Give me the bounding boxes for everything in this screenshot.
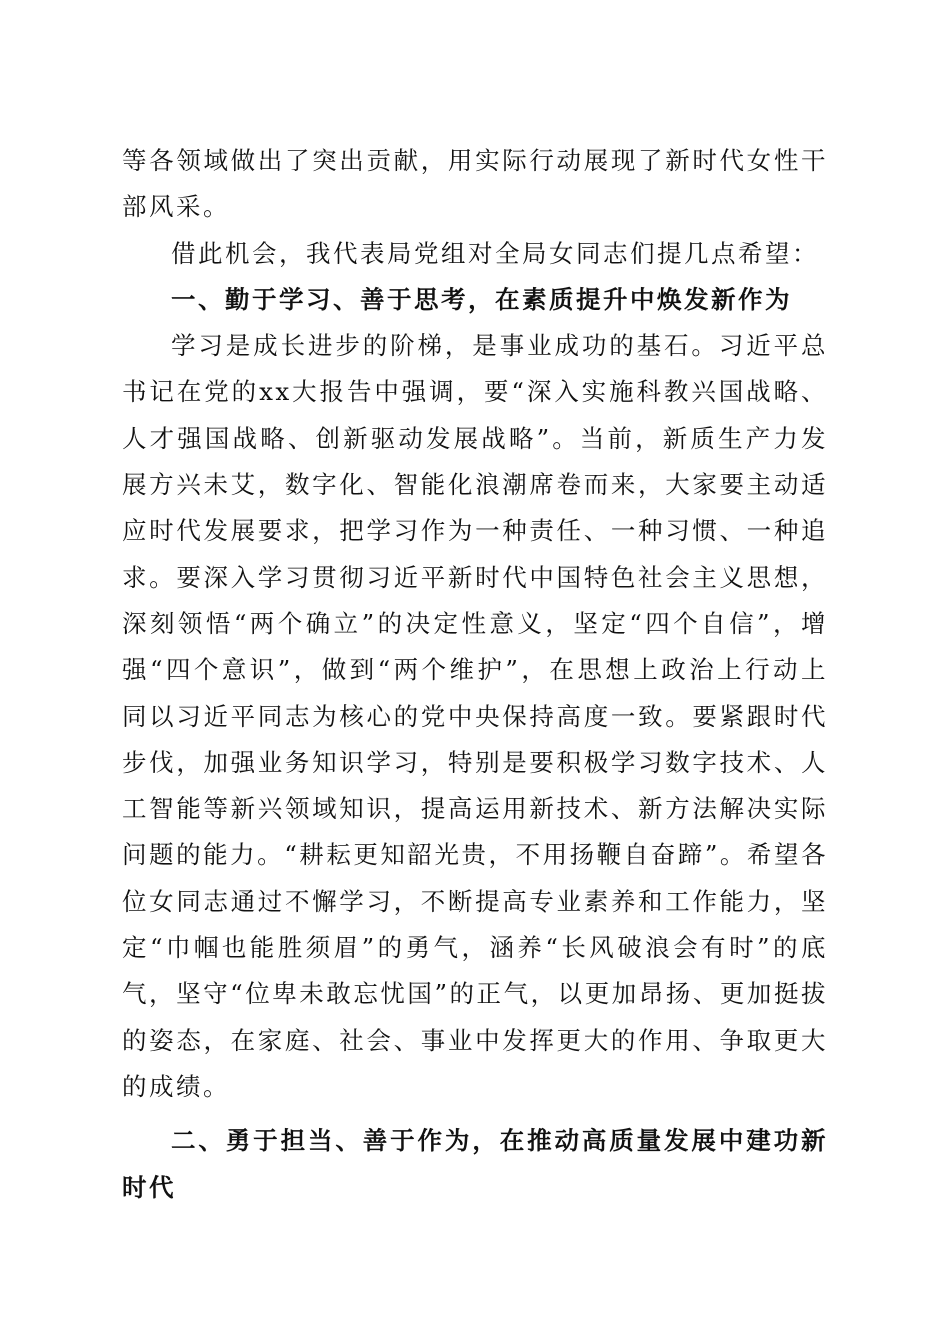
section-heading-1: 一、勤于学习、善于思考，在素质提升中焕发新作为 [171, 284, 792, 314]
paragraph-continuation: 等各领域做出了突出贡献，用实际行动展现了新时代女性干部风采。 [122, 146, 828, 222]
paragraph-section-1-body: 学习是成长进步的阶梯，是事业成功的基石。习近平总书记在党的xx大报告中强调，要“深入实施科教兴国战略、人才强国战略、创新驱动发展战略”。当前，新质生产力发展方兴未艾，数字化、智能化浪潮席卷而来，大家要主动适应时代发展要求，把学习作为一种责任、一种习惯、一种追求。要深入学习贯彻习近平新时代中国特色社会主义思想，深刻领悟“两个确立”的决定性意义，坚定“四个自信”，增强“四个意识”，做到“两个维护”，在思想上政治上行动上同以习近平同志为核心的党中央保持高度一致。要紧跟时代步伐，加强业务知识学习，特别是要积极学习数字技术、人工智能等新兴领域知识，提高运用新技术、新方法解决实际问题的能力。“耕耘更知韶光贵，不用扬鞭自奋蹄”。希望各位女同志通过不懈学习，不断提高专业素养和工作能力，坚定“巾帼也能胜须眉”的勇气，涵养“长风破浪会有时”的底气，坚守“位卑未敢忘忧国”的正气，以更加昂扬、更加挺拔的姿态，在家庭、社会、事业中发挥更大的作用、争取更大的成绩。 [122, 331, 828, 1101]
paragraph-intro: 借此机会，我代表局党组对全局女同志们提几点希望： [171, 238, 819, 268]
document-body [122, 138, 828, 1211]
section-heading-2: 二、勇于担当、善于作为，在推动高质量发展中建功新时代 [122, 1126, 828, 1202]
